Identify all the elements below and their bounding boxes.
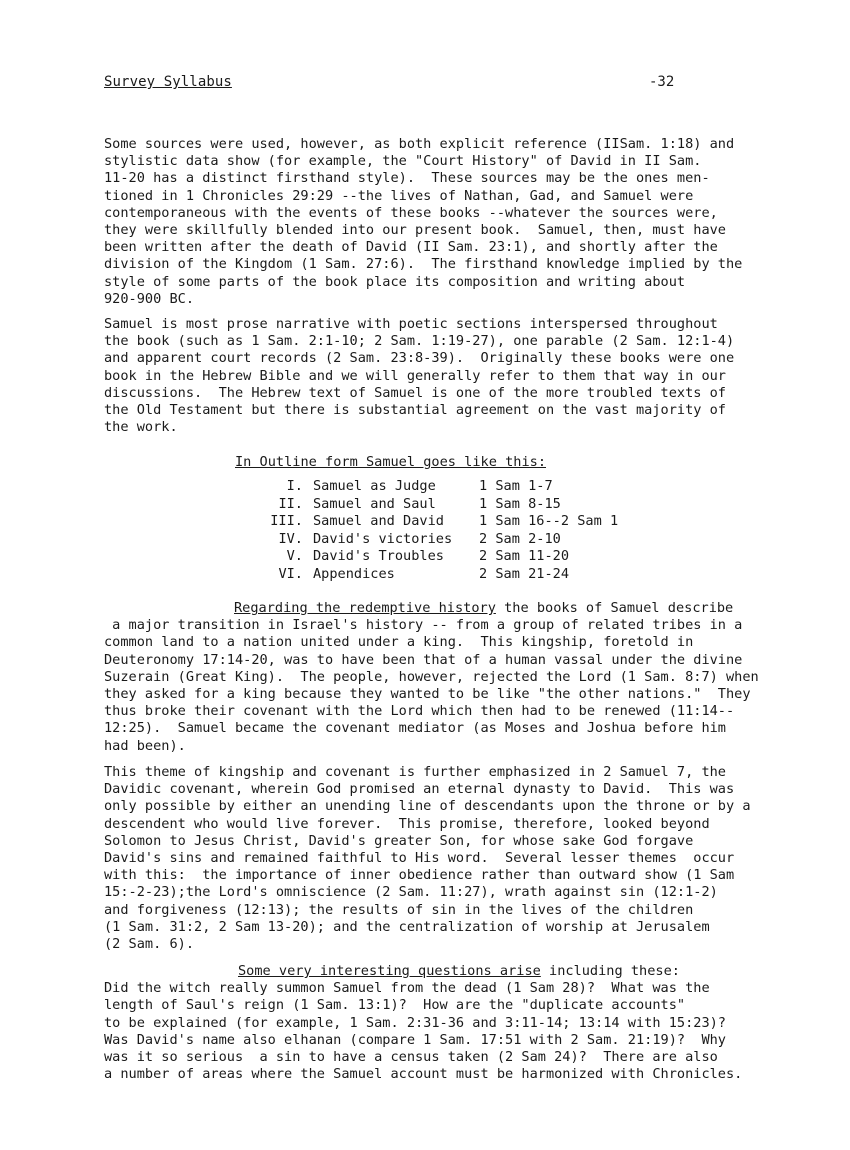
outline-title: Appendices — [313, 565, 395, 582]
paragraph-prose-narrative: Samuel is most prose narrative with poetic sections interspersed throughout the book (such as 1 Sam. 2:1-10; 2 Sam. 1:19-27), one parable (2 Sam. 12:1-4) and apparent court records (2 Sam. 23:8-39). Originally these books were one book in the Hebrew Bible and we will generally refer to them that way in our discussions. The Hebrew text of Samuel is one of the more troubled texts of the Old Testament but there is substantial agreement on the vast majority of the work. — [104, 316, 735, 436]
outline-reference: 1 Sam 8-15 — [479, 495, 561, 512]
redemptive-history-heading: Regarding the redemptive history — [234, 600, 496, 616]
outline-title: Samuel and David — [313, 513, 444, 529]
outline-reference: 1 Sam 1-7 — [479, 478, 553, 494]
outline-reference: 2 Sam 2-10 — [479, 530, 561, 547]
outline-row — [255, 566, 618, 584]
paragraph-questions — [104, 963, 804, 1083]
outline-table — [255, 478, 618, 583]
outline-heading: In Outline form Samuel goes like this: — [235, 454, 546, 470]
outline-numeral: VI. — [278, 565, 303, 582]
outline-row — [255, 496, 618, 514]
outline-title: Samuel and Saul — [313, 495, 436, 512]
outline-reference: 1 Sam 16--2 Sam 1 — [479, 513, 619, 529]
outline-numeral: I. — [286, 478, 303, 494]
outline-title: David's Troubles — [313, 548, 444, 564]
outline-row — [255, 531, 618, 549]
outline-row — [255, 513, 618, 531]
outline-row — [255, 478, 618, 496]
questions-body: Did the witch really summon Samuel from the dead (1 Sam 28)? What was the length of Saul's reign (1 Sam. 13:1)? How are the "duplicate accounts" to be explained (for example, 1 Sam. 2:31-36 and 3:11-14; 13:14 with 15:23)? Was David's name also elhanan (compare 1 Sam. 17:51 with 2 Sam. 21:19)? Why was it so serious a sin to have a census taken (2 Sam 24)? There are also a number of areas where the Samuel account must be harmonized with Chronicles. — [104, 980, 743, 1083]
outline-numeral: IV. — [278, 530, 303, 547]
questions-lead: including these: — [540, 963, 680, 979]
paragraph-sources: Some sources were used, however, as both explicit reference (IISam. 1:18) and stylistic data show (for example, the "Court History" of David in II Sam. 11-20 has a distinct firsthand style). These sources may be the ones men- tioned in 1 Chronicles 29:29 --the lives of Nathan, Gad, and Samuel were contemporaneous with the events of these books --whatever the sources were, they were skillfully blended into our present book. Samuel, then, must have been written after the death of David (II Sam. 23:1), and shortly after the division of the Kingdom (1 Sam. 27:6). The firsthand knowledge implied by the style of some parts of the book place its composition and writing about 920-900 BC. — [104, 136, 743, 307]
outline-row — [255, 548, 618, 566]
outline-numeral: III. — [270, 513, 303, 529]
outline-numeral: II. — [278, 495, 303, 512]
redemptive-history-lead: the books of Samuel describe — [495, 600, 734, 616]
outline-reference: 2 Sam 11-20 — [479, 548, 570, 564]
outline-title: Samuel as Judge — [313, 478, 436, 494]
paragraph-redemptive-history — [104, 600, 804, 755]
outline-title: David's victories — [313, 530, 453, 547]
outline-numeral: V. — [286, 548, 303, 564]
redemptive-history-body: a major transition in Israel's history -- from a group of related tribes in a common land to a nation united under a king. This kingship, foretold in Deuteronomy 17:14-20, was to have been that of a human vassal under the divine Suzerain (Great King). The people, however, rejected the Lord (1 Sam. 8:7) when they asked for a king because they wanted to be like "the other nations." They thus broke their covenant with the Lord which then had to be renewed (11:14-- 12:25). Samuel became the covenant mediator (as Moses and Joshua before him had been). — [104, 617, 759, 754]
running-header-title: Survey Syllabus — [104, 74, 232, 90]
questions-heading: Some very interesting questions arise — [238, 963, 541, 979]
page-number: -32 — [649, 74, 675, 90]
outline-reference: 2 Sam 21-24 — [479, 565, 570, 582]
paragraph-kingship-covenant: This theme of kingship and covenant is further emphasized in 2 Samuel 7, the Davidic covenant, wherein God promised an eternal dynasty to David. This was only possible by either an unending line of descendants upon the throne or by a descendent who would live forever. This promise, therefore, looked beyond Solomon to Jesus Christ, David's greater Son, for whose sake God forgave David's sins and remained faithful to His word. Several lesser themes occur with this: the importance of inner obedience rather than outward show (1 Sam 15:-2-23);the Lord's omniscience (2 Sam. 11:27), wrath against sin (12:1-2) and forgiveness (12:13); the results of sin in the lives of the children (1 Sam. 31:2, 2 Sam 13-20); and the centralization of worship at Jerusalem (2 Sam. 6). — [104, 764, 751, 953]
